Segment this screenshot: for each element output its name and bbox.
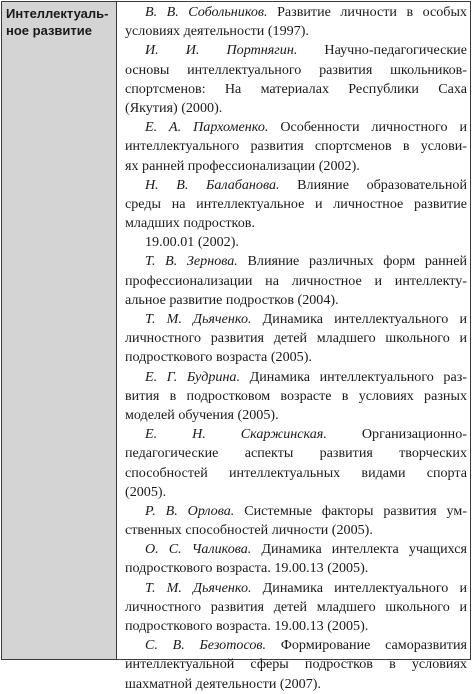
entry-author: Е. А. Пархоменко. bbox=[145, 119, 269, 136]
bibliography-entry bbox=[125, 425, 467, 502]
entry-first-line bbox=[125, 3, 467, 22]
bibliography-entry bbox=[125, 636, 467, 694]
entry-continuation-line: альное развитие подростков (2004). bbox=[125, 291, 339, 308]
entry-title-text: Динамика интеллектуального раз- bbox=[249, 368, 467, 385]
entry-continuation-line: подросткового возраста. 19.00.13 (2005). bbox=[125, 560, 369, 577]
bibliography-entry bbox=[125, 176, 467, 253]
entry-author: Н. В. Балабанова. bbox=[145, 176, 280, 193]
bibliography-entry bbox=[125, 118, 467, 176]
entry-continuation-line: (2005). bbox=[125, 483, 167, 500]
entry-title-text: Системные факторы развития ум- bbox=[244, 502, 467, 519]
entry-title-text: Научно-педагогические bbox=[324, 42, 467, 59]
entry-title-text: Динамика интеллекта учащихся bbox=[261, 541, 467, 558]
entry-first-line bbox=[125, 579, 467, 598]
entry-continuation-line: способностей интеллектуальных видами спорта bbox=[125, 464, 467, 481]
bibliography-entry bbox=[125, 3, 467, 41]
entry-continuation-line: основы интеллектуального развития школьников- bbox=[125, 61, 467, 78]
bibliography-entry bbox=[125, 41, 467, 118]
entry-first-line bbox=[125, 636, 467, 655]
entry-continuation-line: спортсменов: На материалах Республики Саха bbox=[125, 80, 467, 97]
category-label-line-2: ное развитие bbox=[6, 23, 92, 38]
bibliography-entry bbox=[125, 310, 467, 368]
entry-continuation-line: интеллектуального развития спортсменов в услови- bbox=[125, 138, 467, 155]
entry-continuation-line: младших подростков. bbox=[125, 215, 255, 232]
entry-first-line bbox=[125, 118, 467, 137]
entry-title-text: Влияние образовательной bbox=[297, 176, 467, 193]
entry-continuation-line: вития в подростковом возрасте в условиях разных bbox=[125, 387, 467, 404]
entry-author: О. С. Чаликова. bbox=[145, 541, 252, 558]
entry-continuation-line: профессионализации на личностное и интеллекту- bbox=[125, 272, 467, 289]
category-cell bbox=[1, 1, 117, 660]
bibliography-entry bbox=[125, 252, 467, 310]
entry-first-line bbox=[125, 540, 467, 559]
entry-title-text: Развитие личности в особых bbox=[277, 4, 467, 20]
category-label-line-1: Интеллектуаль- bbox=[6, 6, 109, 21]
bibliography-entry bbox=[125, 540, 467, 578]
entry-author: И. И. Портнягин. bbox=[145, 42, 298, 59]
entry-first-line bbox=[125, 252, 467, 271]
entry-continuation-line: подросткового возраста (2005). bbox=[125, 349, 312, 366]
entry-continuation-line: личностного развития детей младшего школьного и bbox=[125, 598, 467, 615]
entry-continuation-line: условиях деятельности (1997). bbox=[125, 23, 309, 40]
entry-continuation-line: личностного развития детей младшего школьного и bbox=[125, 330, 467, 347]
entry-first-line bbox=[125, 368, 467, 387]
entry-title-text: Динамика интеллектуального и bbox=[262, 311, 467, 327]
entry-continuation-line: подросткового возраста. 19.00.13 (2005). bbox=[125, 618, 369, 634]
entry-continuation-line: среды на интеллектуальное и личностное развитие bbox=[125, 195, 467, 212]
entry-author: Е. Н. Скаржинская. bbox=[145, 426, 327, 443]
entry-author: Т. М. Дьяченко. bbox=[145, 579, 252, 596]
entry-first-line bbox=[125, 41, 467, 60]
bibliography-list bbox=[117, 1, 471, 692]
entry-continuation-line: шахматной деятельности (2007). bbox=[125, 675, 321, 692]
bibliography-entry bbox=[125, 579, 467, 637]
entry-title-text: Динамика интеллектуального и bbox=[262, 579, 467, 596]
entry-title-text: Влияние различных форм ранней bbox=[247, 253, 467, 270]
entry-author: С. В. Безотосов. bbox=[145, 637, 267, 654]
entry-first-line bbox=[125, 176, 467, 195]
entry-author: Т. М. Дьяченко. bbox=[145, 311, 252, 327]
entry-continuation-line: ях ранней профессионализации (2002). bbox=[125, 157, 360, 174]
entry-continuation-line: моделей обучения (2005). bbox=[125, 406, 279, 423]
entry-title-text: Формирование саморазвития bbox=[280, 637, 467, 654]
entry-continuation-line: (Якутия) (2000). bbox=[125, 99, 223, 116]
entry-first-line bbox=[125, 502, 467, 521]
entry-title-text: Особенности личностного и bbox=[280, 119, 467, 136]
entry-author: В. В. Собольников. bbox=[145, 4, 268, 20]
entry-first-line bbox=[125, 425, 467, 444]
entry-author: Е. Г. Будрина. bbox=[145, 368, 241, 385]
entry-continuation-line: 19.00.01 (2002). bbox=[145, 234, 239, 251]
entry-author: Р. В. Орлова. bbox=[145, 502, 235, 519]
entry-continuation-line: ственных способностей личности (2005). bbox=[125, 522, 373, 539]
entry-continuation-line: педагогические аспекты развития творческих bbox=[125, 445, 467, 462]
entry-first-line bbox=[125, 310, 467, 329]
entry-title-text: Организационно- bbox=[361, 426, 467, 443]
bibliography-entry bbox=[125, 368, 467, 426]
entry-author: Т. В. Зернова. bbox=[145, 253, 238, 270]
bibliography-entry bbox=[125, 502, 467, 540]
entry-continuation-line: интеллектуальной сферы подростков в условиях bbox=[125, 656, 467, 673]
